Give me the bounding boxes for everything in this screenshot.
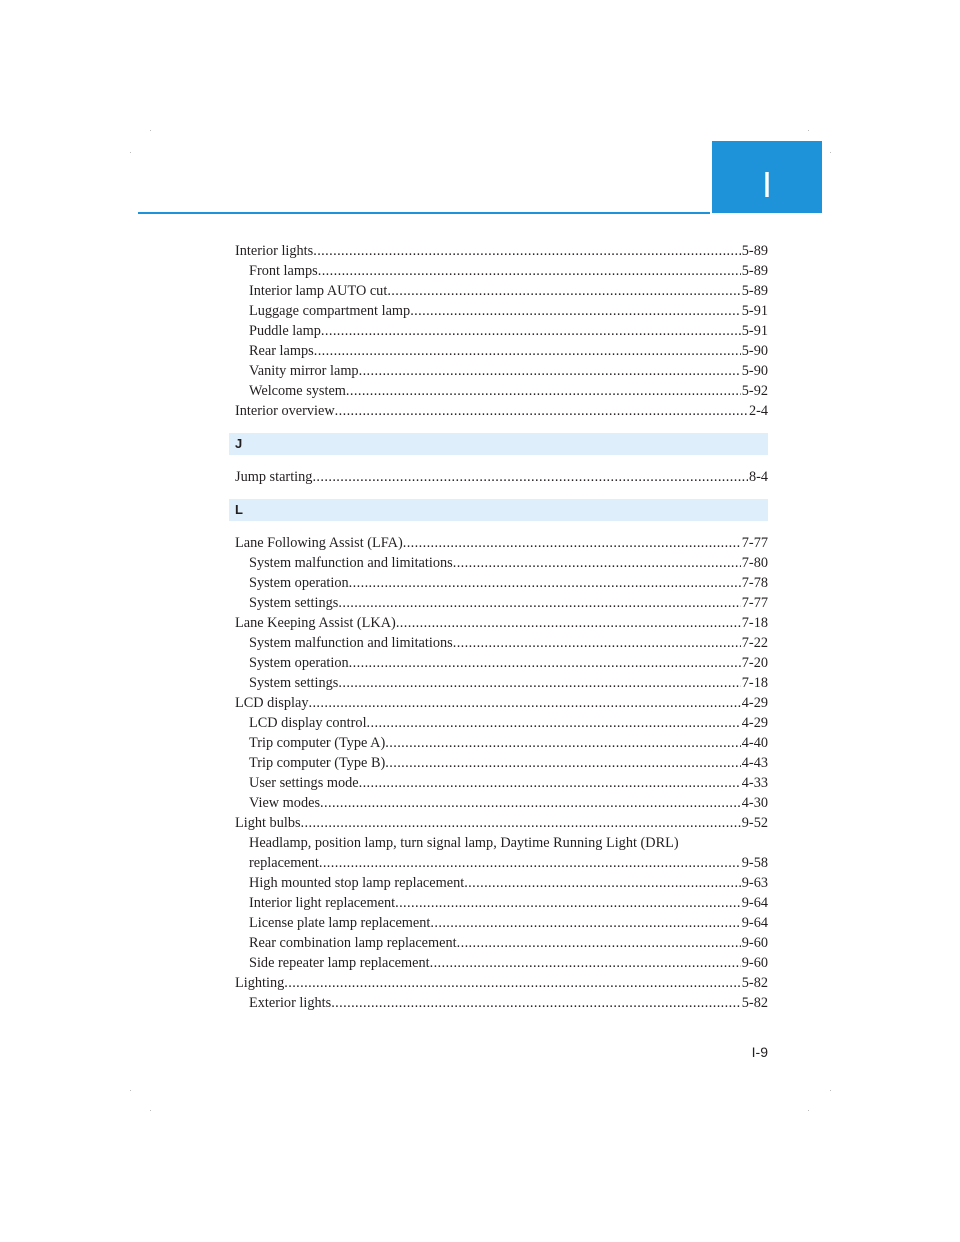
index-entry[interactable] — [235, 613, 768, 633]
index-entry[interactable] — [235, 241, 768, 261]
index-page-ref[interactable]: 9-60 — [741, 935, 768, 951]
index-page-ref[interactable]: 4-29 — [741, 695, 768, 711]
index-entry-title: replacement — [249, 855, 319, 871]
index-entry-title: View modes — [249, 795, 321, 811]
index-entry-title: Interior overview — [235, 403, 335, 419]
index-page-ref[interactable]: 7-77 — [741, 595, 768, 611]
index-entry-title: Lane Keeping Assist (LKA) — [235, 615, 396, 631]
index-subentry[interactable] — [235, 933, 768, 953]
index-entry-title: LCD display — [235, 695, 309, 711]
index-entry-title: Rear combination lamp replacement — [249, 935, 457, 951]
index-entry-title: System malfunction and limitations — [249, 635, 453, 651]
index-page-ref[interactable]: 5-90 — [741, 343, 768, 359]
index-page-ref[interactable]: 4-43 — [741, 755, 768, 771]
index-page-ref[interactable]: 5-82 — [741, 975, 768, 991]
index-page-ref[interactable]: 7-77 — [741, 535, 768, 551]
dot-leader — [453, 553, 741, 573]
index-page-ref[interactable]: 5-89 — [741, 243, 768, 259]
section-tab-letter: I — [761, 164, 772, 205]
index-letter-heading: J — [229, 433, 768, 455]
index-subentry[interactable] — [235, 993, 768, 1013]
crop-mark — [808, 1110, 809, 1111]
index-entry[interactable] — [235, 973, 768, 993]
index-page-ref[interactable]: 5-92 — [741, 383, 768, 399]
index-entry-title: System malfunction and limitations — [249, 555, 453, 571]
index-page-ref[interactable]: 4-40 — [741, 735, 768, 751]
dot-leader — [314, 341, 741, 361]
index-entry-title: License plate lamp replacement — [249, 915, 431, 931]
index-page-ref[interactable]: 8-4 — [748, 469, 768, 485]
dot-leader — [396, 613, 741, 633]
index-page-ref[interactable]: 9-64 — [741, 915, 768, 931]
index-subentry[interactable] — [235, 341, 768, 361]
dot-leader — [395, 893, 741, 913]
dot-leader — [313, 241, 741, 261]
index-entry-title: Interior lamp AUTO cut — [249, 283, 388, 299]
dot-leader — [457, 933, 741, 953]
dot-leader — [349, 653, 741, 673]
dot-leader — [453, 633, 741, 653]
dot-leader — [338, 673, 740, 693]
dot-leader — [385, 753, 741, 773]
crop-mark — [130, 152, 131, 153]
index-entry-title: Light bulbs — [235, 815, 301, 831]
dot-leader — [284, 973, 741, 993]
crop-mark — [830, 152, 831, 153]
index-entry-title: System settings — [249, 675, 339, 691]
dot-leader — [403, 533, 741, 553]
dot-leader — [318, 261, 741, 281]
crop-mark — [150, 130, 151, 131]
index-entry-title: Exterior lights — [249, 995, 332, 1011]
index-entry[interactable] — [235, 693, 768, 713]
index-entry-title: Front lamps — [249, 263, 318, 279]
dot-leader — [387, 281, 740, 301]
index-subentry[interactable] — [235, 573, 768, 593]
index-entry-title: Lighting — [235, 975, 285, 991]
index-page-ref[interactable]: 9-64 — [741, 895, 768, 911]
index-entry-title: Welcome system — [249, 383, 346, 399]
index-page-ref[interactable]: 5-82 — [741, 995, 768, 1011]
index-subentry[interactable] — [235, 673, 768, 693]
index-entry-title: Side repeater lamp replacement — [249, 955, 430, 971]
index-subentry[interactable] — [235, 261, 768, 281]
index-entry[interactable] — [235, 401, 768, 421]
index-subentry[interactable] — [235, 873, 768, 893]
index-page-ref[interactable]: 7-22 — [741, 635, 768, 651]
index-page-ref[interactable]: 5-91 — [741, 303, 768, 319]
index-subentry[interactable] — [235, 653, 768, 673]
index-subentry[interactable] — [235, 713, 768, 733]
index-subentry[interactable] — [235, 793, 768, 813]
index-subentry[interactable] — [235, 361, 768, 381]
dot-leader — [335, 401, 748, 421]
index-subentry[interactable] — [235, 733, 768, 753]
section-tab[interactable] — [712, 141, 822, 213]
index-page-ref[interactable]: 7-18 — [741, 615, 768, 631]
index-entry-title: Luggage compartment lamp — [249, 303, 411, 319]
index-subentry[interactable] — [235, 913, 768, 933]
index-entry-title: Vanity mirror lamp — [249, 363, 359, 379]
index-subentry[interactable] — [235, 321, 768, 341]
dot-leader — [367, 713, 741, 733]
index-entry-title: System operation — [249, 575, 349, 591]
dot-leader — [301, 813, 741, 833]
index-entry-title: Interior light replacement — [249, 895, 396, 911]
index-subentry[interactable] — [235, 553, 768, 573]
dot-leader — [349, 573, 741, 593]
index-page-ref[interactable]: 2-4 — [748, 403, 768, 419]
index-entry-title: High mounted stop lamp replacement — [249, 875, 465, 891]
dot-leader — [430, 913, 740, 933]
index-entry-title: Rear lamps — [249, 343, 314, 359]
index-entry-title: Jump starting — [235, 469, 313, 485]
index-list — [235, 241, 768, 1013]
index-page-ref[interactable]: 9-63 — [741, 875, 768, 891]
index-page-ref[interactable]: 4-30 — [741, 795, 768, 811]
dot-leader — [319, 853, 741, 873]
index-page-ref[interactable]: 5-90 — [741, 363, 768, 379]
index-entry-title: Lane Following Assist (LFA) — [235, 535, 403, 551]
index-letter-heading: L — [229, 499, 768, 521]
page-number: I-9 — [751, 1044, 768, 1060]
dot-leader — [308, 693, 740, 713]
index-page-ref[interactable]: 5-91 — [741, 323, 768, 339]
index-page-ref[interactable]: 4-33 — [741, 775, 768, 791]
index-entry[interactable] — [235, 813, 768, 833]
dot-leader — [430, 953, 741, 973]
dot-leader — [312, 467, 747, 487]
dot-leader — [338, 593, 740, 613]
crop-mark — [150, 1110, 151, 1111]
dot-leader — [331, 993, 741, 1013]
index-subentry[interactable] — [235, 381, 768, 401]
index-entry-title: Headlamp, position lamp, turn signal lamp, Daytime Running Light (DRL) — [249, 835, 679, 851]
index-subentry[interactable] — [235, 893, 768, 913]
index-page-ref[interactable]: 7-80 — [741, 555, 768, 571]
index-entry[interactable] — [235, 533, 768, 553]
index-entry-title: LCD display control — [249, 715, 367, 731]
index-page-ref[interactable]: 9-58 — [741, 855, 768, 871]
index-subentry[interactable] — [235, 593, 768, 613]
crop-mark — [808, 130, 809, 131]
index-page-ref[interactable]: 9-52 — [741, 815, 768, 831]
index-page-ref[interactable]: 7-78 — [741, 575, 768, 591]
dot-leader — [410, 301, 741, 321]
index-page-ref[interactable]: 9-60 — [741, 955, 768, 971]
index-page-ref[interactable]: 7-18 — [741, 675, 768, 691]
index-subentry[interactable] — [235, 953, 768, 973]
dot-leader — [320, 793, 741, 813]
index-page-ref[interactable]: 7-20 — [741, 655, 768, 671]
index-subentry[interactable] — [235, 753, 768, 773]
index-entry-title: System operation — [249, 655, 349, 671]
dot-leader — [385, 733, 741, 753]
index-page-ref[interactable]: 4-29 — [741, 715, 768, 731]
dot-leader — [321, 321, 741, 341]
crop-mark — [830, 1090, 831, 1091]
index-entry-title: User settings mode — [249, 775, 359, 791]
index-subentry[interactable] — [235, 853, 768, 873]
dot-leader — [359, 773, 741, 793]
dot-leader — [359, 361, 741, 381]
dot-leader — [346, 381, 741, 401]
index-subentry[interactable] — [235, 301, 768, 321]
index-subentry[interactable] — [235, 281, 768, 301]
dot-leader — [464, 873, 741, 893]
index-entry[interactable] — [235, 467, 768, 487]
index-entry-title: Interior lights — [235, 243, 314, 259]
index-entry-title: Trip computer (Type A) — [249, 735, 386, 751]
index-entry-title: Puddle lamp — [249, 323, 321, 339]
index-entry-title: Trip computer (Type B) — [249, 755, 386, 771]
header-rule — [138, 212, 710, 214]
index-entry-title: System settings — [249, 595, 339, 611]
index-subentry[interactable] — [235, 773, 768, 793]
index-subentry[interactable] — [235, 633, 768, 653]
index-page-ref[interactable]: 5-89 — [741, 283, 768, 299]
crop-mark — [130, 1090, 131, 1091]
index-page-ref[interactable]: 5-89 — [741, 263, 768, 279]
